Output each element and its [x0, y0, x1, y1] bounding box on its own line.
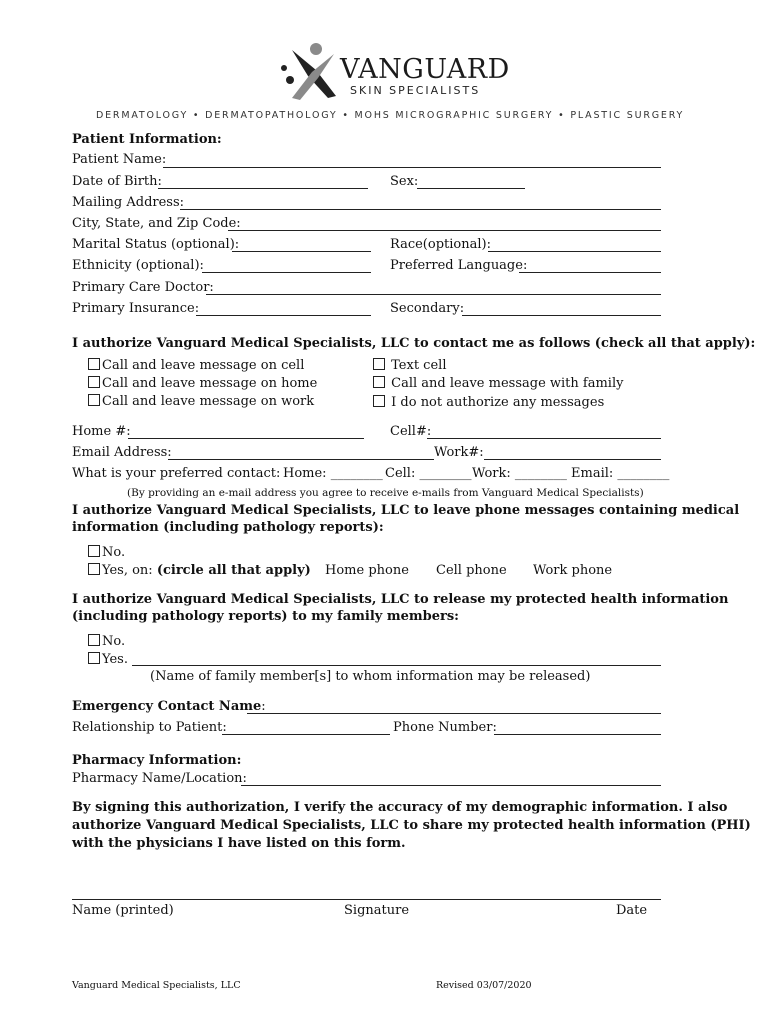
- option-label: Call and leave message with family: [391, 376, 624, 391]
- secondary-insurance-label: Secondary:: [390, 301, 465, 316]
- dob-field[interactable]: [158, 188, 368, 189]
- relationship-field[interactable]: [222, 734, 390, 735]
- emergency-contact-field[interactable]: [247, 713, 661, 714]
- family-auth-heading-2: (including pathology reports) to my family members:: [72, 609, 459, 624]
- home-phone-label: Home #:: [72, 424, 131, 439]
- preferred-email[interactable]: Email: ________: [571, 466, 670, 481]
- signing-text-2: authorize Vanguard Medical Specialists, LLC to share my protected health information (PHI): [72, 818, 751, 833]
- circle-instruction: (circle all that apply): [156, 563, 311, 578]
- patient-info-heading: Patient Information:: [72, 132, 222, 147]
- phone-option-home[interactable]: Home phone: [325, 563, 409, 578]
- sex-label: Sex:: [390, 174, 419, 189]
- option-label: I do not authorize any messages: [391, 395, 605, 410]
- marital-status-field[interactable]: [232, 251, 371, 252]
- checkbox[interactable]: [373, 395, 385, 407]
- checkbox[interactable]: [88, 545, 100, 557]
- contact-option-home[interactable]: [88, 376, 317, 391]
- signature-line[interactable]: [72, 899, 661, 900]
- phone-option-work[interactable]: Work phone: [533, 563, 613, 578]
- emergency-phone-field[interactable]: [494, 734, 661, 735]
- logo-title: VANGUARD: [340, 54, 510, 85]
- option-label: Call and leave message on home: [102, 376, 318, 391]
- email-address-label: Email Address:: [72, 445, 172, 460]
- footer-revised: Revised 03/07/2020: [436, 980, 532, 991]
- checkbox[interactable]: [88, 376, 100, 388]
- emergency-contact-label: [72, 699, 266, 714]
- family-member-field[interactable]: [132, 665, 661, 666]
- language-label: Preferred Language:: [390, 258, 528, 273]
- preferred-home[interactable]: Home: ________: [283, 466, 383, 481]
- mailing-address-field[interactable]: [180, 209, 661, 210]
- secondary-insurance-field[interactable]: [462, 315, 661, 316]
- option-label: Text cell: [391, 358, 447, 373]
- checkbox[interactable]: [88, 394, 100, 406]
- checkbox[interactable]: [88, 652, 100, 664]
- race-label: Race(optional):: [390, 237, 491, 252]
- logo: [278, 40, 510, 104]
- sex-field[interactable]: [417, 188, 525, 189]
- email-note: (By providing an e-mail address you agree to receive e-mails from Vanguard Medical Specialists): [127, 487, 644, 499]
- home-phone-field[interactable]: [128, 438, 364, 439]
- primary-doctor-field[interactable]: [206, 294, 661, 295]
- phone-auth-no[interactable]: [88, 545, 125, 560]
- work-phone-field[interactable]: [484, 459, 661, 460]
- city-state-zip-label: City, State, and Zip Code:: [72, 216, 241, 231]
- emergency-phone-label: Phone Number:: [393, 720, 497, 735]
- date-label: Date: [616, 903, 648, 918]
- contact-option-text-cell[interactable]: [373, 358, 446, 373]
- contact-option-cell[interactable]: [88, 358, 304, 373]
- family-auth-yes[interactable]: [88, 652, 128, 667]
- checkbox[interactable]: [88, 634, 100, 646]
- contact-option-work[interactable]: [88, 394, 314, 409]
- contact-auth-heading: I authorize Vanguard Medical Specialists, LLC to contact me as follows (check all that apply):: [72, 336, 756, 351]
- dob-label: Date of Birth:: [72, 174, 162, 189]
- family-member-note: (Name of family member[s] to whom information may be released): [150, 669, 591, 684]
- pharmacy-heading: Pharmacy Information:: [72, 753, 242, 768]
- city-state-zip-field[interactable]: [228, 230, 661, 231]
- phone-auth-yes[interactable]: [88, 563, 311, 578]
- language-field[interactable]: [519, 272, 661, 273]
- email-address-field[interactable]: [168, 459, 434, 460]
- footer-company: Vanguard Medical Specialists, LLC: [72, 980, 241, 991]
- checkbox[interactable]: [373, 358, 385, 370]
- preferred-cell[interactable]: Cell: ________: [385, 466, 472, 481]
- ethnicity-field[interactable]: [202, 272, 371, 273]
- marital-status-label: Marital Status (optional):: [72, 237, 240, 252]
- preferred-work[interactable]: Work: ________: [472, 466, 567, 481]
- phone-auth-heading-1: I authorize Vanguard Medical Specialists, LLC to leave phone messages containing medical: [72, 503, 740, 518]
- patient-name-label: Patient Name:: [72, 152, 167, 167]
- relationship-label: Relationship to Patient:: [72, 720, 227, 735]
- name-printed-label: Name (printed): [72, 903, 174, 918]
- primary-insurance-label: Primary Insurance:: [72, 301, 200, 316]
- logo-figure-icon: [278, 40, 342, 104]
- option-label: No.: [102, 545, 126, 560]
- phone-auth-heading-2: information (including pathology reports):: [72, 520, 384, 535]
- logo-subtitle: SKIN SPECIALISTS: [350, 84, 481, 97]
- pharmacy-location-label: Pharmacy Name/Location:: [72, 771, 247, 786]
- option-label: Call and leave message on cell: [102, 358, 305, 373]
- checkbox[interactable]: [373, 376, 385, 388]
- signing-text-3: with the physicians I have listed on this form.: [72, 836, 406, 851]
- pharmacy-location-field[interactable]: [241, 785, 661, 786]
- phone-option-cell[interactable]: Cell phone: [436, 563, 507, 578]
- family-auth-heading-1: I authorize Vanguard Medical Specialists, LLC to release my protected health information: [72, 592, 729, 607]
- ethnicity-label: Ethnicity (optional):: [72, 258, 204, 273]
- signing-text-1: By signing this authorization, I verify the accuracy of my demographic information. I also: [72, 800, 728, 815]
- emergency-colon: :: [261, 699, 266, 714]
- option-label: Call and leave message on work: [102, 394, 315, 409]
- patient-name-field[interactable]: [163, 167, 661, 168]
- work-phone-label: Work#:: [434, 445, 484, 460]
- option-label: Yes, on:: [102, 563, 153, 578]
- specialties-line: DERMATOLOGY • DERMATOPATHOLOGY • MOHS MICROGRAPHIC SURGERY • PLASTIC SURGERY: [96, 110, 685, 121]
- checkbox[interactable]: [88, 563, 100, 575]
- race-field[interactable]: [488, 251, 661, 252]
- contact-option-family[interactable]: [373, 376, 623, 391]
- cell-phone-label: Cell#:: [390, 424, 432, 439]
- primary-doctor-label: Primary Care Doctor:: [72, 280, 214, 295]
- signature-label: Signature: [344, 903, 410, 918]
- contact-option-none[interactable]: [373, 395, 604, 410]
- mailing-address-label: Mailing Address:: [72, 195, 185, 210]
- checkbox[interactable]: [88, 358, 100, 370]
- emergency-heading: Emergency Contact Name: [72, 699, 262, 714]
- option-label: No.: [102, 634, 126, 649]
- family-auth-no[interactable]: [88, 634, 125, 649]
- primary-insurance-field[interactable]: [196, 315, 371, 316]
- cell-phone-field[interactable]: [427, 438, 661, 439]
- preferred-contact-label: What is your preferred contact:: [72, 466, 281, 481]
- option-label: Yes.: [102, 652, 128, 667]
